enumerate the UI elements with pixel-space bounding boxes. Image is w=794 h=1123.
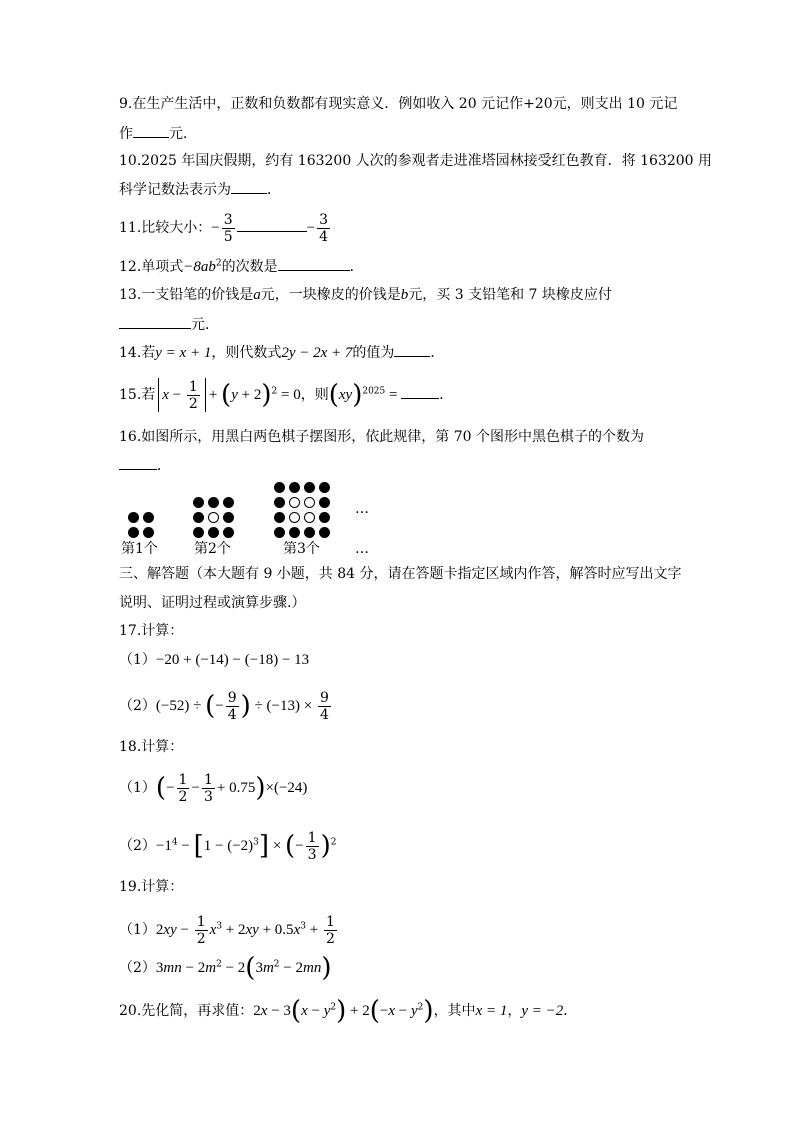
question-16-line2: ． [119,455,171,476]
chess-pattern-figure [0,0,794,560]
black-piece [128,527,139,538]
black-piece [208,497,219,508]
question-16-line1: 16.如图所示，用黑白两色棋子摆图形，依此规律，第 70 个图形中黑色棋子的个数为 [119,429,644,445]
figure-caption-3: 第3个 [283,541,320,557]
figure-ellipsis: … [355,501,369,517]
question-13-line1: 13.一支铅笔的价钱是a元，一块橡皮的价钱是b元，买 3 支铅笔和 7 块橡皮应付 [119,287,612,303]
question-19-title: 19.计算： [119,879,184,895]
question-11: 11.比较大小：− $\frac{3}{5}$ − $\frac{3}{4}$ [119,211,329,245]
question-19-part1: （1）2xy − $\frac{1}{2}$ $x^3 + 2xy + 0.5x^3$ + $\frac{1}{2}$ [119,913,335,947]
figure-caption-1: 第1个 [121,541,158,557]
question-17-part1: （1）−20 + (−14) − (−18) − 13 [119,652,310,668]
question-9-line1: 9.在生产生活中，正数和负数都有现实意义．例如收入 20 元记作+20元，则支出 10 元记 [119,96,678,112]
caption-ellipsis: … [355,541,369,557]
black-piece [223,512,234,523]
black-piece [223,527,234,538]
black-piece [193,512,204,523]
question-18-part2: $(2)-1^4 - [1 - (-2)^3]$ × (− $\frac{1}{3}$ )$^2$ [119,829,337,863]
black-piece [274,512,285,523]
question-18-title: 18.计算： [119,739,184,755]
question-17-title: 17.计算： [119,623,184,639]
question-10-line2: 科学记数法表示为 ． [119,179,281,200]
question-17-part2: （2）(−52) ÷ (− $\frac{9}{4}$ ) ÷ (−13) × $\frac{9}{4}$ [119,689,329,723]
fraction: $\frac{3}{5}$ [223,211,233,245]
black-piece [304,482,315,493]
black-piece [289,482,300,493]
figure-caption-2: 第2个 [194,541,231,557]
black-piece [319,497,330,508]
fraction: $\frac{3}{4}$ [319,211,329,245]
question-19-part2: $(2)3mn - 2m^2 - 2(3m^2 - 2mn)$ [119,953,332,983]
black-piece [208,527,219,538]
question-15: 15.若 x − $\frac{1}{2}$ + $(y + 2)^2 = 0$，则(xy)$^{2025}$ = ． [119,378,454,412]
question-20: 20.先化简，再求值：$2x - 3(x - y^2) + 2(-x - y^2)$，其中x = 1，y = −2． [119,996,578,1026]
black-piece [319,512,330,523]
black-piece [274,527,285,538]
black-piece [274,482,285,493]
black-piece [143,512,154,523]
question-12: 12.单项式$-8ab^2$的次数是 ． [119,256,364,277]
black-piece [274,497,285,508]
black-piece [143,527,154,538]
white-piece [304,512,315,523]
white-piece [304,497,315,508]
black-piece [128,512,139,523]
white-piece [208,512,219,523]
question-13-line2: 元． [119,314,219,335]
black-piece [289,527,300,538]
black-piece [319,482,330,493]
question-9-line2: 作 元． [119,123,197,144]
question-14: 14.若y = x + 1，则代数式2y − 2x + 7的值为 ． [119,342,444,363]
question-10-line1: 10.2025 年国庆假期，约有 163200 人次的参观者走进准塔园林接受红色教育．将 163200 用 [119,153,713,169]
question-18-part1: （1）(− $\frac{1}{2}$ − $\frac{1}{3}$ + 0.75)×(−24) [119,771,308,805]
black-piece [304,527,315,538]
section-3-heading-line2: 说明、证明过程或演算步骤.） [119,595,306,611]
white-piece [289,497,300,508]
black-piece [319,527,330,538]
black-piece [193,497,204,508]
black-piece [223,497,234,508]
black-piece [193,527,204,538]
section-3-heading: 三、解答题（本大题有 9 小题，共 84 分，请在答题卡指定区域内作答，解答时应写出文字 [119,566,682,582]
white-piece [289,512,300,523]
